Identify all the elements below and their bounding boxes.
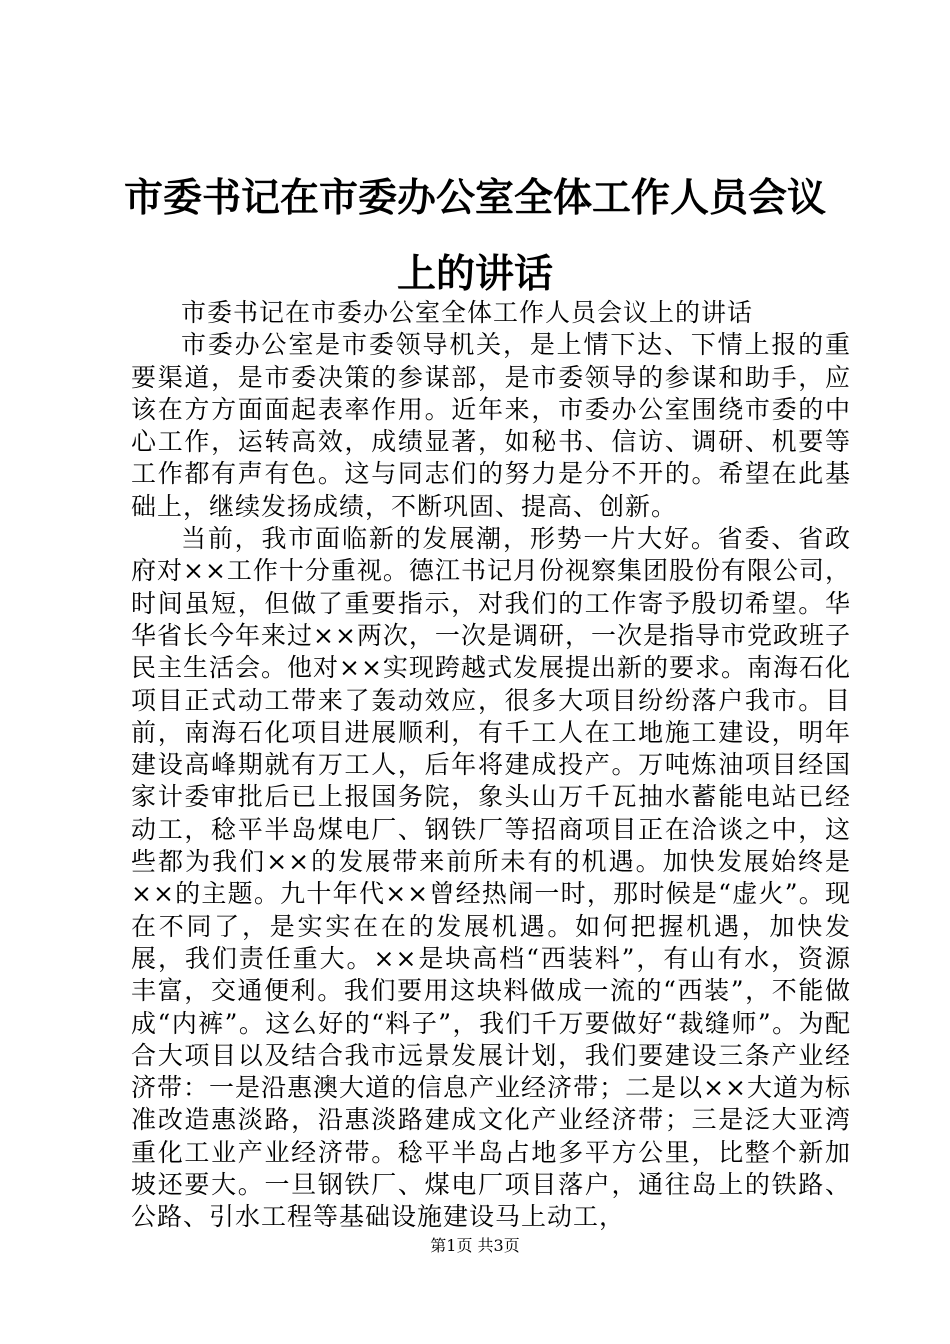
paragraph-1: 市委办公室是市委领导机关，是上情下达、下情上报的重要渠道，是市委决策的参谋部，是市委领导的参谋和助手，应该在方方面面起表率作用。近年来，市委办公室围绕市委的中心工作，运转高效，成绩显著，如秘书、信访、调研、机要等工作都有声有色。这与同志们的努力是分不开的。希望在此基础上，继续发扬成绩，不断巩固、提高、创新。 [131,330,851,521]
paragraph-2: 当前，我市面临新的发展潮，形势一片大好。省委、省政府对××工作十分重视。德江书记月份视察集团股份有限公司，时间虽短，但做了重要指示，对我们的工作寄予殷切希望。华华省长今年来过××两次，一次是调研，一次是指导市党政班子民主生活会。他对××实现跨越式发展提出新的要求。南海石化项目正式动工带来了轰动效应，很多大项目纷纷落户我市。目前，南海石化项目进展顺利，有千工人在工地施工建设，明年建设高峰期就有万工人，后年将建成投产。万吨炼油项目经国家计委审批后已上报国务院，象头山万千瓦抽水蓄能电站已经动工，稔平半岛煤电厂、钢铁厂等招商项目正在洽谈之中，这些都为我们××的发展带来前所未有的机遇。加快发展始终是××的主题。九十年代××曾经热闹一时，那时候是“虚火”。现在不同了，是实实在在的发展机遇。如何把握机遇，加快发展，我们责任重大。××是块高档“西装料”，有山有水，资源丰富，交通便利。我们要用这块料做成一流的“西装”，不能做成“内裤”。这么好的“料子”，我们千万要做好“裁缝师”。为配合大项目以及结合我市远景发展计划，我们要建设三条产业经济带：一是沿惠澳大道的信息产业经济带；二是以××大道为标准改造惠淡路，沿惠淡路建成文化产业经济带；三是泛大亚湾重化工业产业经济带。稔平半岛占地多平方公里，比整个新加坡还要大。一旦钢铁厂、煤电厂项目落户，通往岛上的铁路、公路、引水工程等基础设施建设马上动工， [131,524,851,1232]
paragraph-subtitle: 市委书记在市委办公室全体工作人员会议上的讲话 [181,298,754,327]
page-footer: 第1页 共3页 [430,1236,520,1255]
document-title: 市委书记在市委办公室全体工作人员会议上的讲话 [123,175,826,297]
document-body [131,297,851,1234]
